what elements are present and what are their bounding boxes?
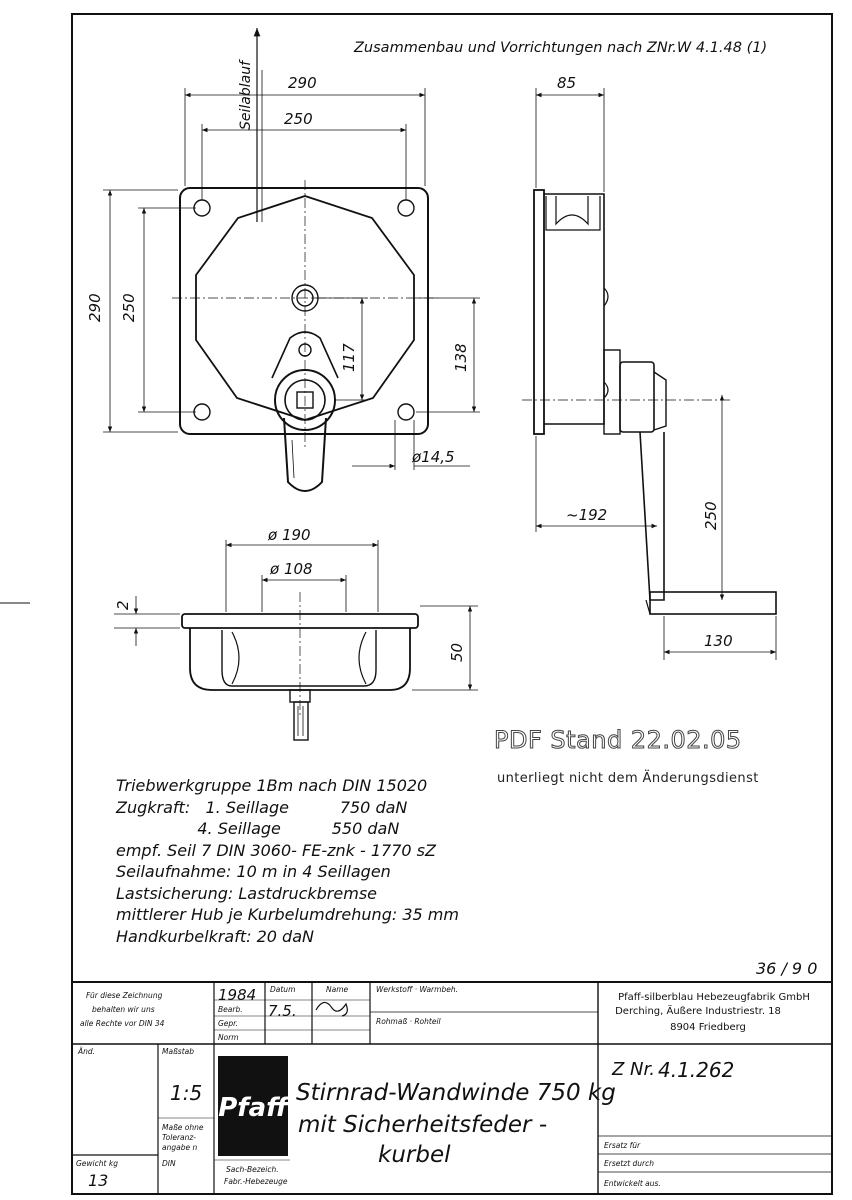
svg-text:~192: ~192	[566, 506, 608, 524]
svg-text:2: 2	[114, 600, 132, 610]
svg-text:Derching, Äußere Industriestr.: Derching, Äußere Industriestr. 18	[615, 1006, 781, 1017]
svg-text:250: 250	[702, 501, 720, 530]
svg-text:Toleranz-: Toleranz-	[162, 1133, 197, 1142]
svg-text:Pfaff-silberblau Hebezeugfabri: Pfaff-silberblau Hebezeugfabrik GmbH	[618, 992, 810, 1003]
spec-line: Lastsicherung: Lastdruckbremse	[116, 883, 377, 903]
drum-dimension-labels	[114, 526, 466, 662]
signature	[316, 1002, 347, 1016]
svg-text:Ersatz für: Ersatz für	[604, 1141, 641, 1150]
svg-text:Name: Name	[326, 985, 349, 994]
specifications	[116, 775, 459, 947]
header-note: Zusammenbau und Vorrichtungen nach ZNr.W 4.1.48 (1)	[354, 40, 768, 56]
front-view	[180, 28, 428, 491]
svg-text:250: 250	[120, 293, 138, 322]
side-view	[534, 190, 776, 614]
svg-text:Änd.: Änd.	[78, 1047, 96, 1056]
svg-text:Sach-Bezeich.: Sach-Bezeich.	[226, 1165, 279, 1174]
svg-text:250: 250	[284, 110, 313, 128]
pfaff-logo	[218, 1056, 290, 1156]
svg-text:Z Nr.: Z Nr.	[612, 1059, 655, 1080]
svg-text:Gewicht kg: Gewicht kg	[76, 1159, 118, 1168]
svg-text:angabe n: angabe n	[162, 1143, 198, 1152]
svg-text:Stirnrad-Wandwinde 750 kg: Stirnrad-Wandwinde 750 kg	[296, 1080, 616, 1106]
spec-line: Zugkraft: 1. Seillage 750 daN	[116, 797, 408, 817]
spec-line: mittlerer Hub je Kurbelumdrehung: 35 mm	[116, 905, 459, 924]
svg-text:Bearb.: Bearb.	[218, 1005, 243, 1014]
spec-line: empf. Seil 7 DIN 3060- FE-znk - 1770 sZ	[116, 840, 436, 860]
svg-text:Ersetzt durch: Ersetzt durch	[604, 1159, 655, 1168]
front-dimensions	[103, 88, 480, 470]
svg-text:50: 50	[448, 642, 466, 662]
sheet-number: 36 / 9 0	[756, 959, 818, 978]
svg-text:Fabr.-Hebezeuge: Fabr.-Hebezeuge	[224, 1177, 288, 1186]
svg-text:Pfaff: Pfaff	[218, 1093, 288, 1123]
svg-text:4.1.262: 4.1.262	[658, 1058, 735, 1082]
svg-text:Seilablauf: Seilablauf	[238, 60, 254, 130]
svg-text:DIN: DIN	[162, 1159, 176, 1168]
svg-text:behalten wir uns: behalten wir uns	[92, 1005, 155, 1014]
spec-line: Triebwerkgruppe 1Bm nach DIN 15020	[116, 776, 428, 795]
spec-line: Handkurbelkraft: 20 daN	[116, 926, 314, 946]
svg-text:Gepr.: Gepr.	[218, 1019, 238, 1028]
svg-text:Datum: Datum	[270, 985, 296, 994]
svg-text:ø 190: ø 190	[268, 526, 311, 544]
spec-line: Seilaufnahme: 10 m in 4 Seillagen	[116, 862, 391, 881]
svg-text:Norm: Norm	[218, 1033, 239, 1042]
svg-text:290: 290	[288, 74, 317, 92]
spec-line: 4. Seillage 550 daN	[116, 819, 400, 838]
svg-text:Rohmaß · Rohteil: Rohmaß · Rohteil	[376, 1017, 441, 1026]
center-lines	[172, 180, 438, 715]
drawing-title	[296, 1080, 616, 1168]
svg-text:ø 108: ø 108	[270, 560, 313, 578]
svg-text:117: 117	[340, 343, 358, 372]
svg-text:kurbel: kurbel	[378, 1142, 451, 1168]
svg-text:85: 85	[557, 74, 577, 92]
svg-text:138: 138	[452, 343, 470, 372]
svg-text:Maßstab: Maßstab	[162, 1047, 194, 1056]
svg-text:290: 290	[86, 293, 104, 322]
svg-text:1:5: 1:5	[170, 1081, 203, 1105]
svg-text:ø14,5: ø14,5	[412, 448, 455, 466]
svg-text:mit Sicherheitsfeder -: mit Sicherheitsfeder -	[298, 1112, 548, 1138]
svg-text:130: 130	[704, 632, 733, 650]
svg-text:alle Rechte vor DIN 34: alle Rechte vor DIN 34	[80, 1019, 165, 1028]
svg-text:Werkstoff · Warmbeh.: Werkstoff · Warmbeh.	[376, 985, 458, 994]
change-service-note: unterliegt nicht dem Änderungsdienst	[497, 771, 759, 786]
pdf-stand-stamp: PDF Stand 22.02.05	[494, 726, 742, 754]
company-address	[615, 992, 810, 1033]
svg-text:8904 Friedberg: 8904 Friedberg	[670, 1022, 746, 1033]
svg-text:Für diese Zeichnung: Für diese Zeichnung	[86, 991, 163, 1000]
svg-text:Entwickelt aus.: Entwickelt aus.	[604, 1179, 661, 1188]
svg-text:1984: 1984	[218, 986, 257, 1004]
svg-text:7.5.: 7.5.	[268, 1002, 297, 1020]
svg-text:Maße ohne: Maße ohne	[162, 1123, 204, 1132]
svg-text:13: 13	[88, 1171, 109, 1190]
